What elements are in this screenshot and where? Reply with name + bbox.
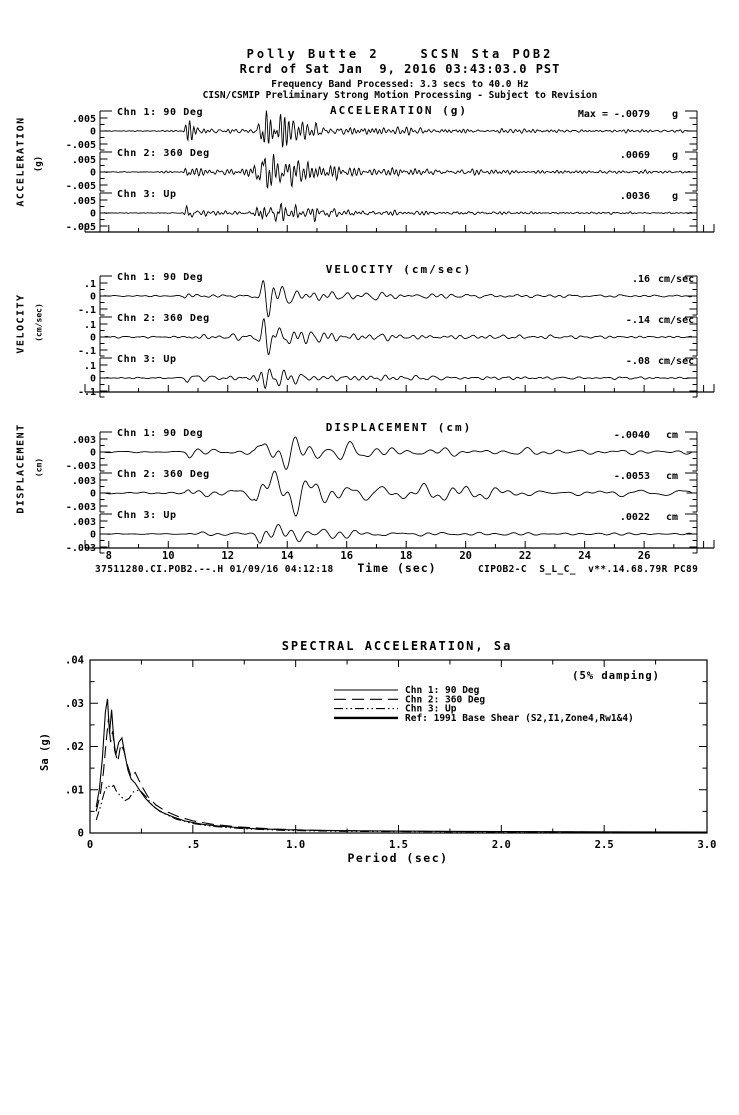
legend-label: Chn 2: 360 Deg — [405, 694, 486, 706]
period-tick-label: 1.5 — [389, 839, 408, 851]
max-unit: g — [672, 109, 679, 120]
period-tick-label: 2.0 — [491, 839, 511, 851]
ytick-label: .003 — [71, 517, 96, 528]
channel-label: Chn 1: 90 Deg — [117, 272, 204, 283]
acceleration-title: ACCELERATION (g) — [330, 104, 468, 117]
acceleration-time-axis — [85, 224, 714, 232]
record-id-footer: 37511280.CI.POB2.--.H 01/09/16 04:12:18 — [95, 564, 334, 575]
displacement-trace-chn1 — [104, 437, 692, 469]
ytick-label: 0 — [89, 488, 96, 500]
channel-label: Chn 3: Up — [117, 354, 177, 365]
velocity-chn2 — [78, 313, 697, 357]
displacement-title: DISPLACEMENT (cm) — [325, 421, 473, 434]
accel-axis-unit: (g) — [34, 155, 44, 173]
max-unit: cm — [666, 512, 679, 523]
ytick-label: -.1 — [77, 305, 96, 316]
ytick-label: 0 — [89, 126, 96, 138]
ytick-label: -.003 — [65, 502, 96, 513]
max-unit: cm/sec — [658, 274, 695, 285]
max-value: .0022 — [619, 512, 650, 523]
displacement-chn1 — [66, 428, 697, 472]
spectral-curve-3 — [96, 785, 707, 832]
time-tick-label: 22 — [518, 550, 532, 562]
max-value: .16 — [631, 274, 650, 285]
ytick-label: .1 — [83, 320, 96, 331]
ytick-label: 0 — [89, 529, 96, 541]
max-value: .0069 — [619, 150, 650, 161]
period-tick-label: 3.0 — [697, 839, 717, 851]
sa-axis-label: Sa (g) — [39, 733, 51, 771]
ytick-label: 0 — [89, 332, 96, 344]
time-axis-title: Time (sec) — [357, 561, 437, 575]
period-tick-label: 0 — [86, 839, 94, 851]
ytick-label: -.003 — [65, 543, 96, 554]
station-title: Polly Butte 2 SCSN Sta POB2 — [246, 47, 554, 61]
processing-disclaimer: CISN/CSMIP Preliminary Strong Motion Processing - Subject to Revision — [202, 90, 598, 101]
time-tick-label: 18 — [399, 550, 413, 562]
record-timestamp: Rcrd of Sat Jan 9, 2016 03:43:03.0 PST — [239, 62, 561, 76]
velocity-trace-chn1 — [104, 281, 692, 317]
time-tick-label: 8 — [105, 550, 112, 562]
ytick-label: .003 — [71, 476, 96, 487]
time-tick-label: 24 — [578, 550, 591, 562]
ytick-label: .003 — [71, 435, 96, 446]
ytick-label: -.005 — [65, 222, 96, 233]
frequency-band-note: Frequency Band Processed: 3.3 secs to 40.0 Hz — [271, 79, 529, 90]
ytick-label: -.1 — [77, 346, 96, 357]
channel-label: Chn 3: Up — [117, 510, 177, 521]
ytick-label: .1 — [83, 361, 96, 372]
acceleration-chn2 — [66, 148, 697, 192]
max-value: -.14 — [625, 315, 650, 326]
ytick-label: 0 — [89, 373, 96, 385]
period-axis-title: Period (sec) — [347, 851, 449, 865]
ytick-label: -.1 — [77, 387, 96, 398]
max-prefix: Max = — [577, 109, 608, 120]
spectral-curve-2 — [96, 718, 707, 832]
velocity-trace-chn2 — [104, 319, 692, 355]
displacement-axis-unit: (cm) — [34, 457, 44, 478]
channel-label: Chn 1: 90 Deg — [117, 428, 204, 439]
time-tick-label: 10 — [161, 550, 175, 562]
velocity-axis-label: VELOCITY — [15, 293, 27, 354]
ytick-label: .1 — [83, 279, 96, 290]
max-unit: cm/sec — [658, 356, 695, 367]
ytick-label: 0 — [89, 447, 96, 459]
max-value: -.0079 — [613, 109, 650, 120]
ytick-label: -.003 — [65, 461, 96, 472]
max-value: -.0040 — [613, 430, 650, 441]
max-unit: g — [672, 191, 679, 202]
acceleration-trace-chn2 — [104, 154, 692, 188]
ytick-label: 0 — [89, 167, 96, 179]
damping-annotation: (5% damping) — [572, 670, 660, 682]
sa-tick-label: .02 — [65, 741, 84, 753]
channel-label: Chn 1: 90 Deg — [117, 107, 204, 118]
sa-tick-label: .04 — [65, 654, 84, 667]
legend-label: Chn 1: 90 Deg — [405, 685, 480, 696]
accel-axis-label: ACCELERATION — [15, 116, 27, 207]
time-tick-label: 20 — [459, 550, 472, 562]
period-tick-label: .5 — [186, 839, 200, 851]
ytick-label: .005 — [71, 114, 96, 125]
ytick-label: .005 — [71, 155, 96, 166]
acceleration-trace-chn3 — [104, 204, 692, 222]
channel-label: Chn 2: 360 Deg — [117, 148, 210, 159]
velocity-axis-unit: (cm/sec) — [34, 303, 44, 342]
displacement-axis-label: DISPLACEMENT — [15, 423, 27, 514]
spectral-title: SPECTRAL ACCELERATION, Sa — [281, 639, 513, 653]
legend-label: Chn 3: Up — [405, 703, 457, 715]
legend-label: Ref: 1991 Base Shear (S2,I1,Zone4,Rw1&4) — [405, 712, 634, 724]
acceleration-chn3 — [66, 189, 697, 233]
velocity-time-axis — [85, 384, 714, 392]
velocity-chn1 — [78, 272, 697, 317]
sa-tick-label: 0 — [77, 827, 84, 840]
velocity-title: VELOCITY (cm/sec) — [325, 263, 473, 276]
max-unit: cm/sec — [658, 315, 695, 326]
processing-info-footer: CIPOB2-C S_L_C_ v**.14.68.79R PC89 — [478, 564, 699, 575]
max-value: .0036 — [619, 191, 650, 202]
time-tick-label: 16 — [340, 550, 354, 562]
max-unit: cm — [666, 471, 679, 482]
sa-tick-label: .01 — [65, 784, 84, 797]
time-tick-label: 14 — [280, 550, 294, 562]
spectral-legend — [334, 685, 634, 724]
time-tick-label: 26 — [637, 550, 651, 562]
period-tick-label: 2.5 — [594, 839, 614, 851]
displacement-chn2 — [66, 469, 697, 516]
ytick-label: 0 — [89, 291, 96, 303]
displacement-panel — [66, 421, 714, 575]
spectral-panel — [65, 639, 716, 865]
period-tick-label: 1.0 — [286, 839, 306, 851]
ytick-label: .005 — [71, 196, 96, 207]
ytick-label: -.005 — [65, 140, 96, 151]
acceleration-panel — [66, 104, 714, 233]
time-tick-label: 12 — [221, 550, 235, 562]
displacement-trace-chn3 — [104, 525, 692, 544]
ytick-label: 0 — [89, 208, 96, 220]
ytick-label: -.005 — [65, 181, 96, 192]
channel-label: Chn 2: 360 Deg — [117, 469, 210, 480]
velocity-panel — [78, 263, 714, 398]
max-unit: cm — [666, 430, 679, 441]
max-value: -.0053 — [613, 471, 650, 482]
spectral-plot-frame — [90, 660, 707, 833]
velocity-trace-chn3 — [104, 369, 692, 388]
sa-tick-label: .03 — [65, 697, 84, 710]
max-unit: g — [672, 150, 679, 161]
channel-label: Chn 3: Up — [117, 189, 177, 200]
channel-label: Chn 2: 360 Deg — [117, 313, 210, 324]
max-value: -.08 — [625, 356, 650, 367]
